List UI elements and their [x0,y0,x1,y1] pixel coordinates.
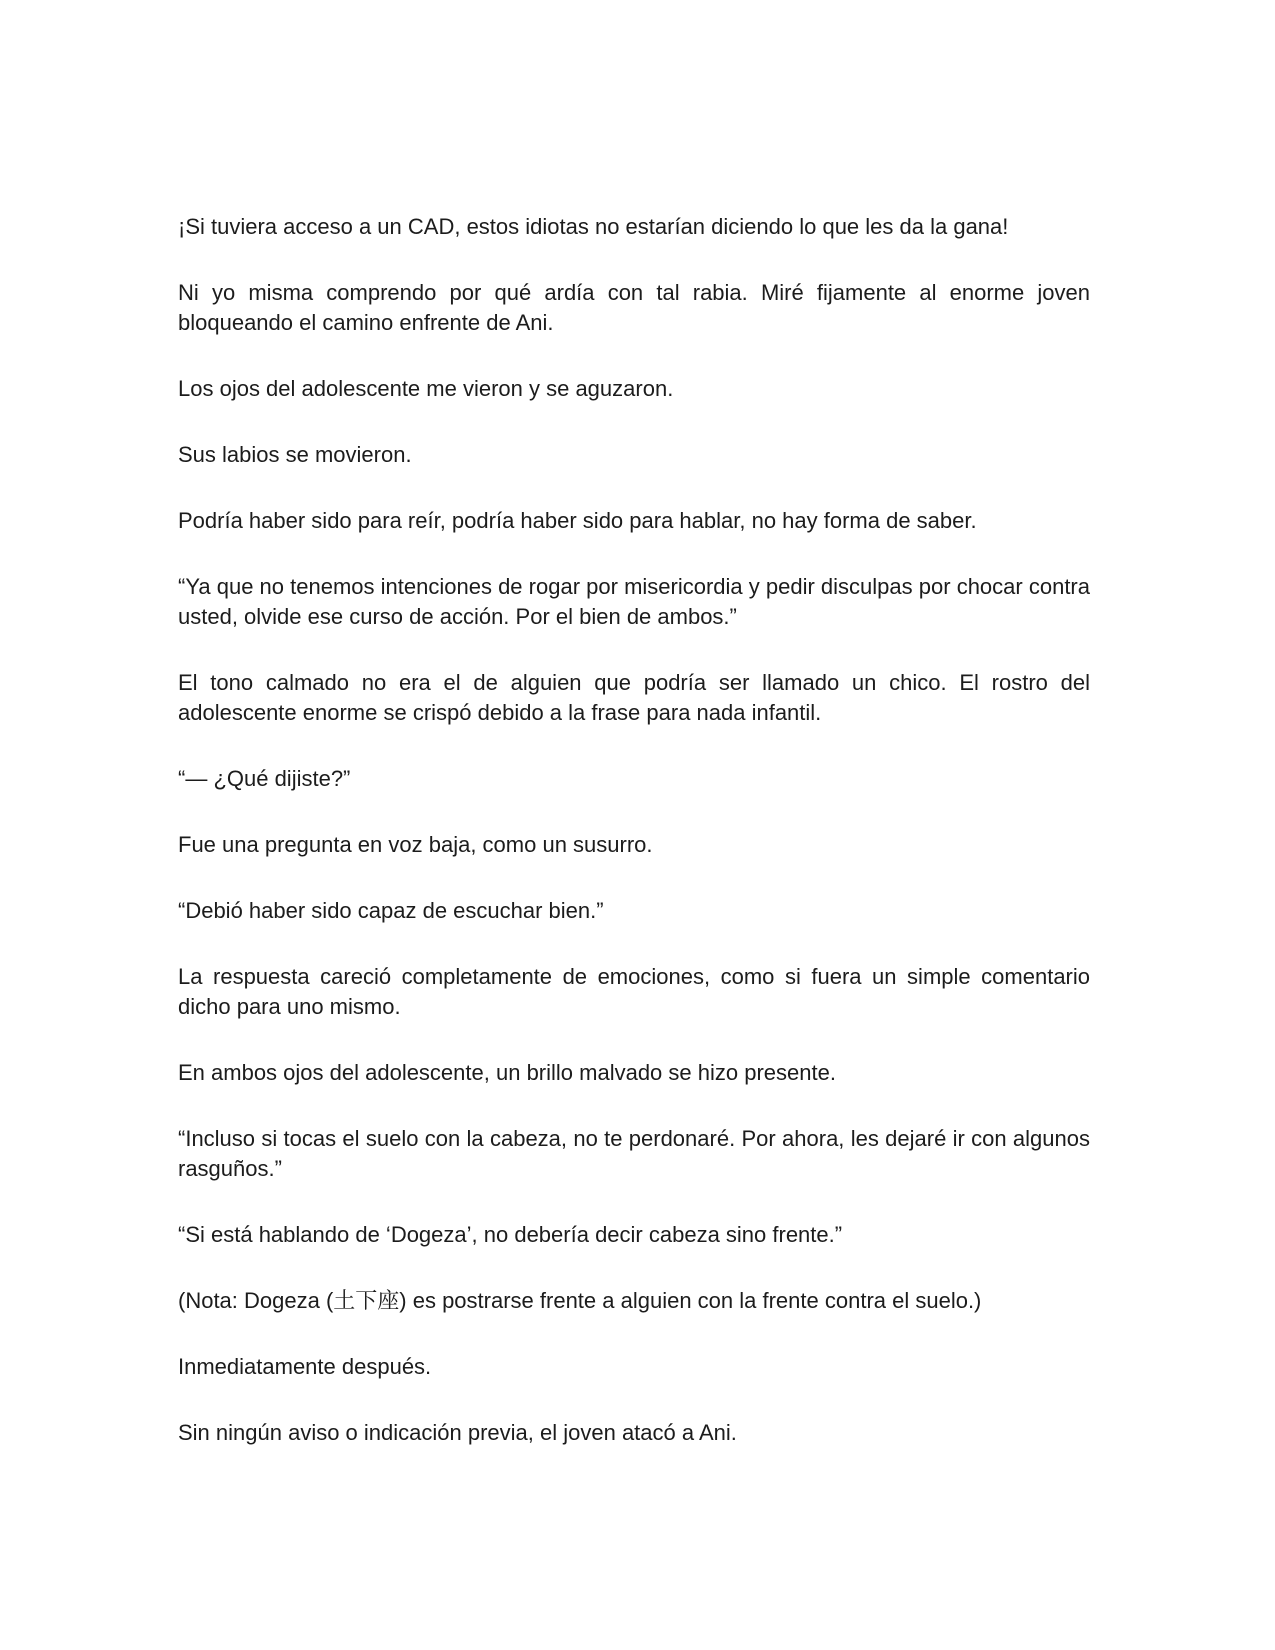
paragraph: “Ya que no tenemos intenciones de rogar por misericordia y pedir disculpas por chocar contra usted, olvide ese curso de acción. Por el bien de ambos.” [178,574,1090,629]
paragraph: Inmediatamente después. [178,1354,432,1379]
paragraph: En ambos ojos del adolescente, un brillo malvado se hizo presente. [178,1060,836,1085]
paragraph: El tono calmado no era el de alguien que podría ser llamado un chico. El rostro del adolescente enorme se crispó debido a la frase para nada infantil. [178,670,1090,725]
paragraph: (Nota: Dogeza (土下座) es postrarse frente a alguien con la frente contra el suelo.) [178,1288,982,1313]
paragraph: “Debió haber sido capaz de escuchar bien.” [178,898,604,923]
paragraph: Fue una pregunta en voz baja, como un susurro. [178,832,653,857]
paragraph: La respuesta careció completamente de emociones, como si fuera un simple comentario dicho para uno mismo. [178,964,1090,1019]
paragraph: Los ojos del adolescente me vieron y se aguzaron. [178,376,674,401]
paragraph: “Si está hablando de ‘Dogeza’, no debería decir cabeza sino frente.” [178,1222,843,1247]
paragraph: Sin ningún aviso o indicación previa, el joven atacó a Ani. [178,1420,737,1445]
paragraph: “— ¿Qué dijiste?” [178,766,351,791]
paragraph: Podría haber sido para reír, podría haber sido para hablar, no hay forma de saber. [178,508,977,533]
text-column [178,212,1090,1448]
paragraph: Sus labios se movieron. [178,442,412,467]
paragraph: “Incluso si tocas el suelo con la cabeza, no te perdonaré. Por ahora, les dejaré ir con algunos rasguños.” [178,1126,1090,1181]
paragraph: ¡Si tuviera acceso a un CAD, estos idiotas no estarían diciendo lo que les da la gana! [178,214,1009,239]
paragraph: Ni yo misma comprendo por qué ardía con tal rabia. Miré fijamente al enorme joven bloqueando el camino enfrente de Ani. [178,280,1090,335]
